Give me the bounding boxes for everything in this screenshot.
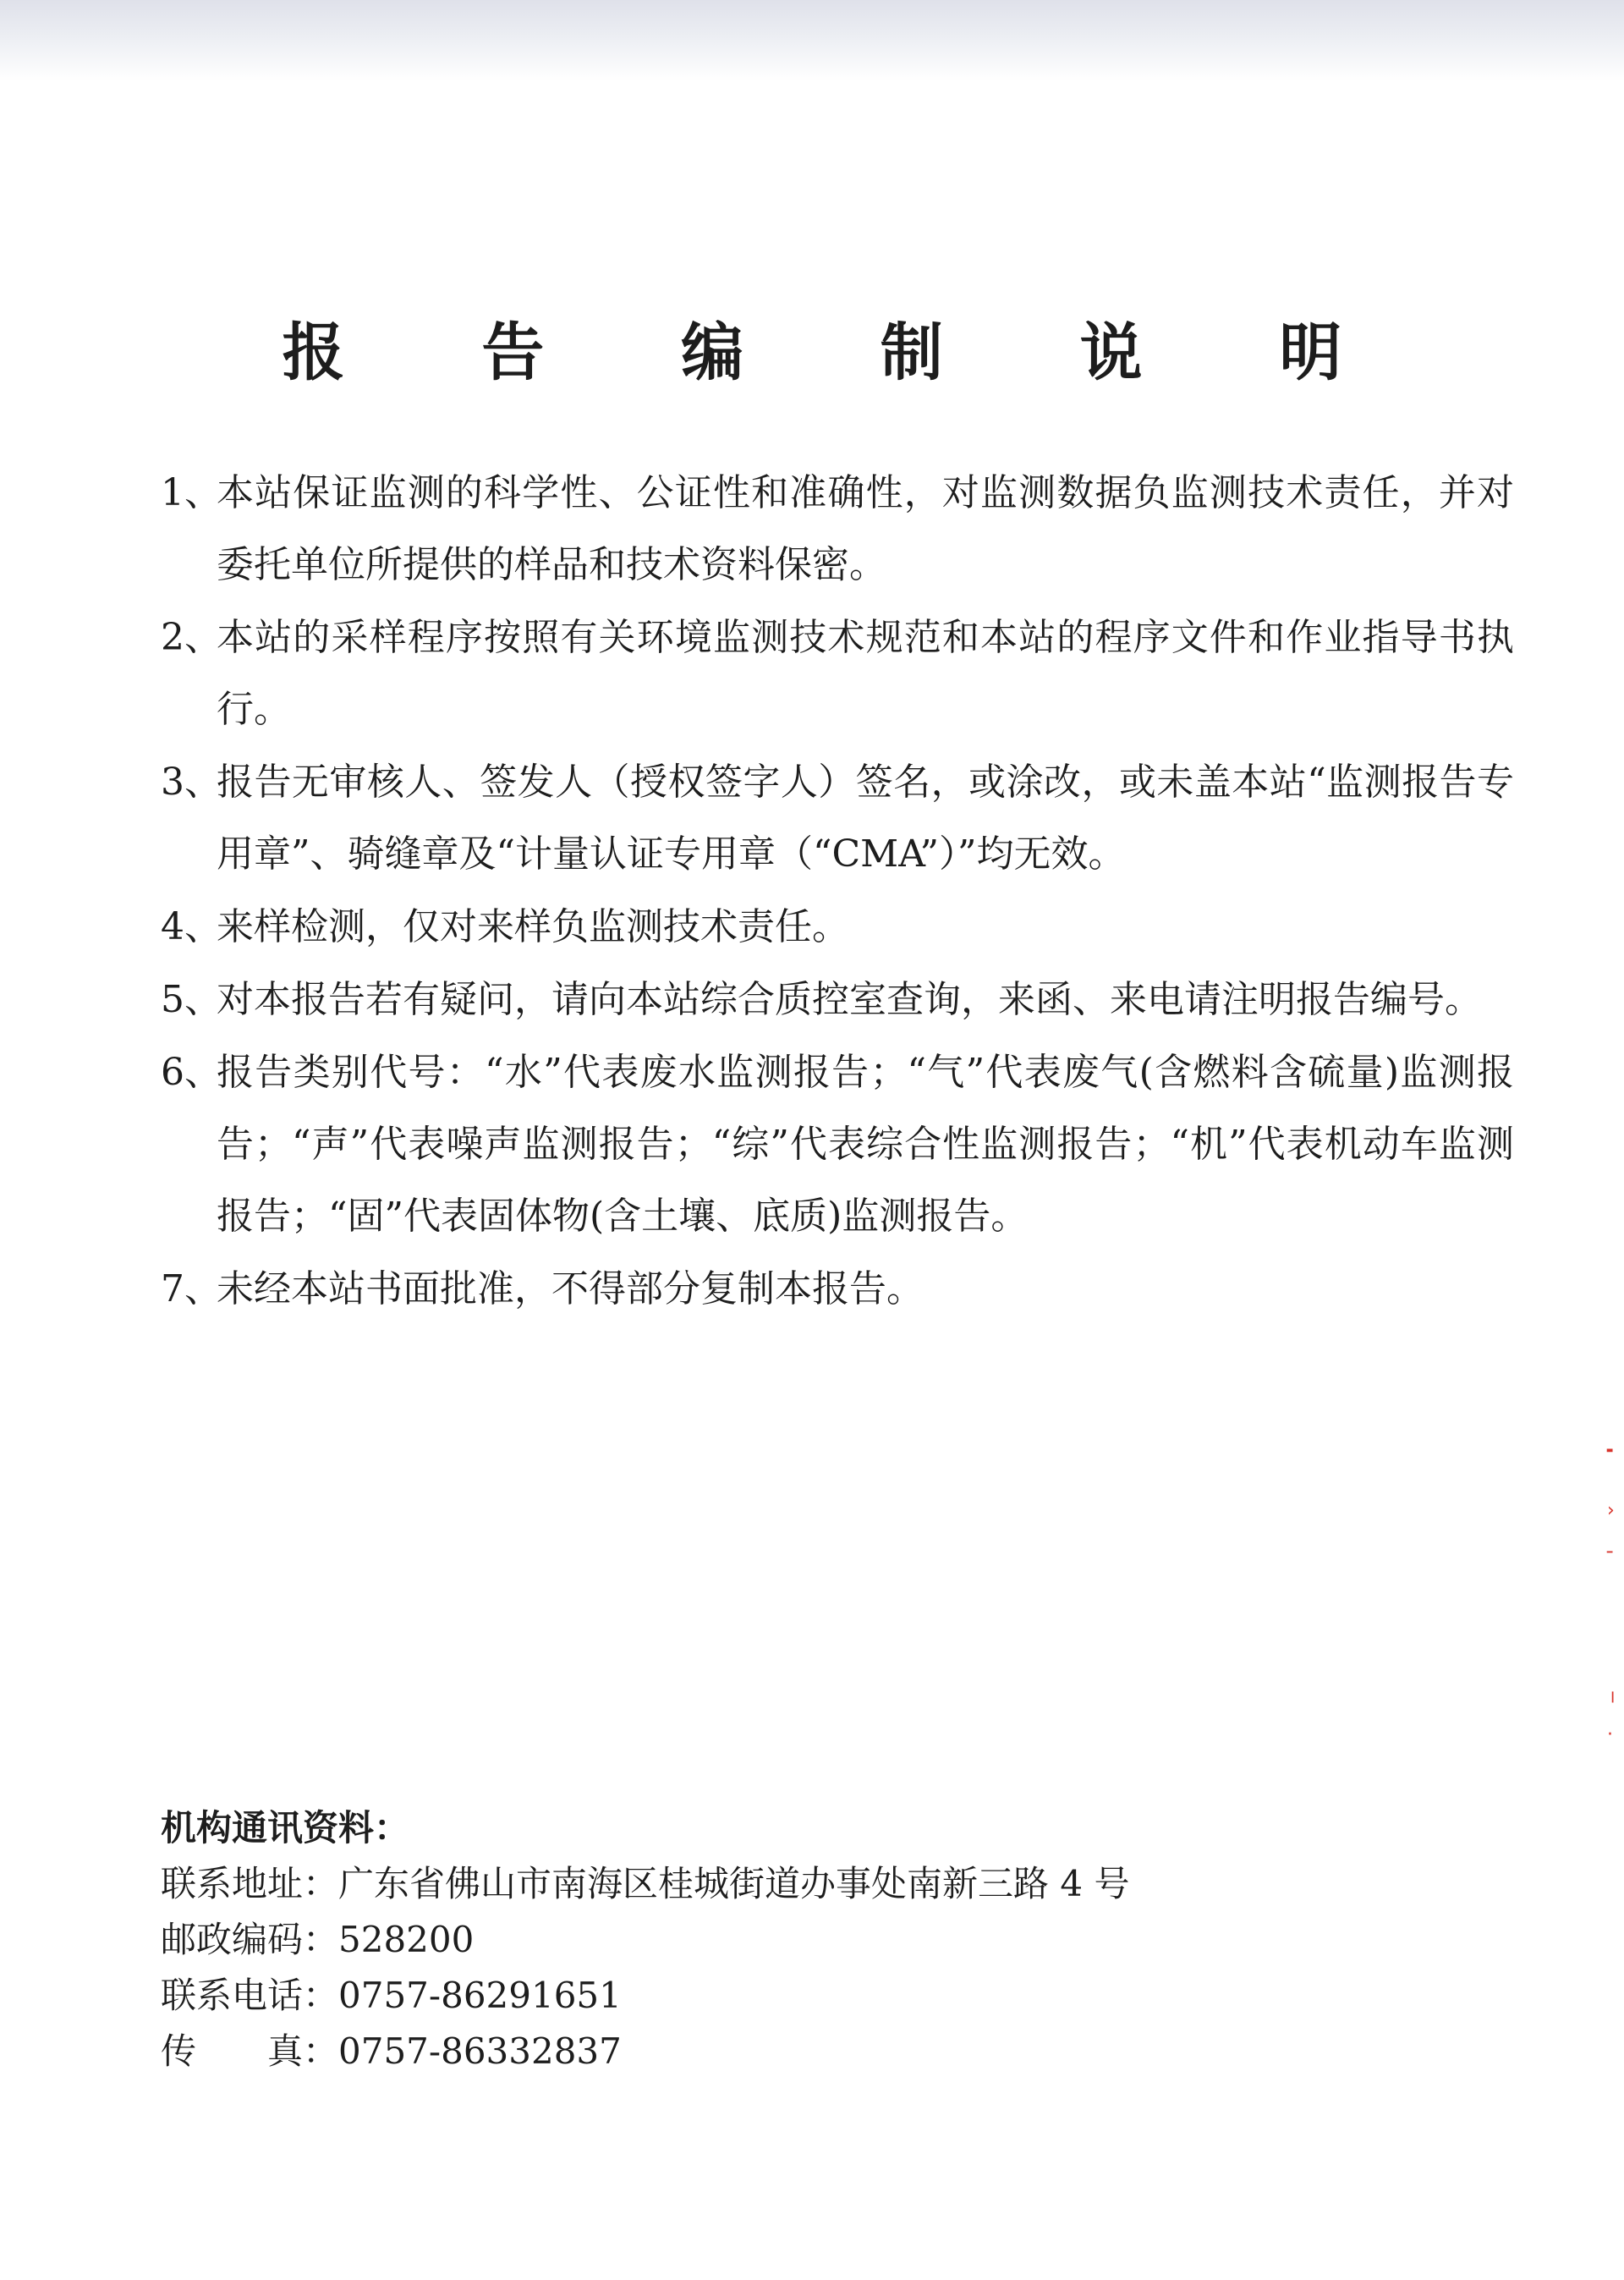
note-number: 4、	[161, 905, 222, 948]
page-title: 报 告 编 制 说 明	[282, 316, 1400, 389]
note-item-6	[161, 1036, 1514, 1252]
note-number: 3、	[161, 761, 222, 804]
seam-seal-mark: ·	[1607, 1724, 1613, 1745]
notes-list	[161, 457, 1514, 1326]
note-number: 7、	[161, 1267, 222, 1310]
contact-value: 广东省佛山市南海区桂城街道办事处南新三路 4 号	[338, 1863, 1130, 1904]
contact-phone	[161, 1968, 1514, 2024]
note-item-3	[161, 746, 1514, 890]
note-item-4	[161, 891, 1514, 963]
note-number: 2、	[161, 616, 222, 659]
contact-postcode	[161, 1912, 1514, 1968]
contact-label: 联系电话：	[161, 1975, 339, 2016]
seam-seal-mark: ╷	[1607, 1682, 1619, 1703]
note-text: 本站的采样程序按照有关环境监测技术规范和本站的程序文件和作业指导书执行。	[217, 616, 1514, 731]
scan-header-band	[0, 0, 1624, 81]
note-text: 未经本站书面批准，不得部分复制本报告。	[217, 1267, 924, 1310]
note-text: 来样检测，仅对来样负监测技术责任。	[217, 905, 849, 948]
note-number: 1、	[161, 471, 222, 514]
contact-label: 邮政编码：	[161, 1919, 339, 1960]
note-item-2	[161, 602, 1514, 745]
seam-seal-mark: ›	[1607, 1500, 1615, 1521]
note-text: 报告无审核人、签发人（授权签字人）签名，或涂改，或未盖本站“监测报告专用章”、骑缝章及“计量认证专用章（“CMA”）”均无效。	[217, 761, 1514, 876]
note-item-5	[161, 964, 1514, 1036]
note-number: 5、	[161, 978, 222, 1021]
contact-heading: 机构通讯资料：	[161, 1807, 410, 1849]
note-number: 6、	[161, 1051, 222, 1094]
contact-value: 0757-86291651	[338, 1975, 622, 2016]
contact-label: 联系地址：	[161, 1863, 339, 1904]
note-text: 本站保证监测的科学性、公证性和准确性，对监测数据负监测技术责任，并对委托单位所提供的样品和技术资料保密。	[217, 471, 1514, 586]
seam-seal-mark: ╴	[1607, 1542, 1619, 1563]
contact-value: 528200	[338, 1919, 475, 1960]
contact-fax	[161, 2024, 1514, 2079]
note-text: 对本报告若有疑问，请向本站综合质控室查询，来函、来电请注明报告编号。	[217, 978, 1482, 1021]
note-item-1	[161, 457, 1514, 601]
note-item-7	[161, 1253, 1514, 1325]
contact-label: 传 真：	[161, 2030, 339, 2072]
contact-value: 0757-86332837	[338, 2030, 622, 2072]
contact-info	[161, 1800, 1514, 2079]
seam-seal-mark: ╸	[1607, 1441, 1619, 1462]
contact-address	[161, 1856, 1514, 1912]
note-text: 报告类别代号：“水”代表废水监测报告；“气”代表废气(含燃料含硫量)监测报告；“声”代表噪声监测报告；“综”代表综合性监测报告；“机”代表机动车监测报告；“固”代表固体物(含土壤、底质)监测报告。	[217, 1051, 1514, 1238]
